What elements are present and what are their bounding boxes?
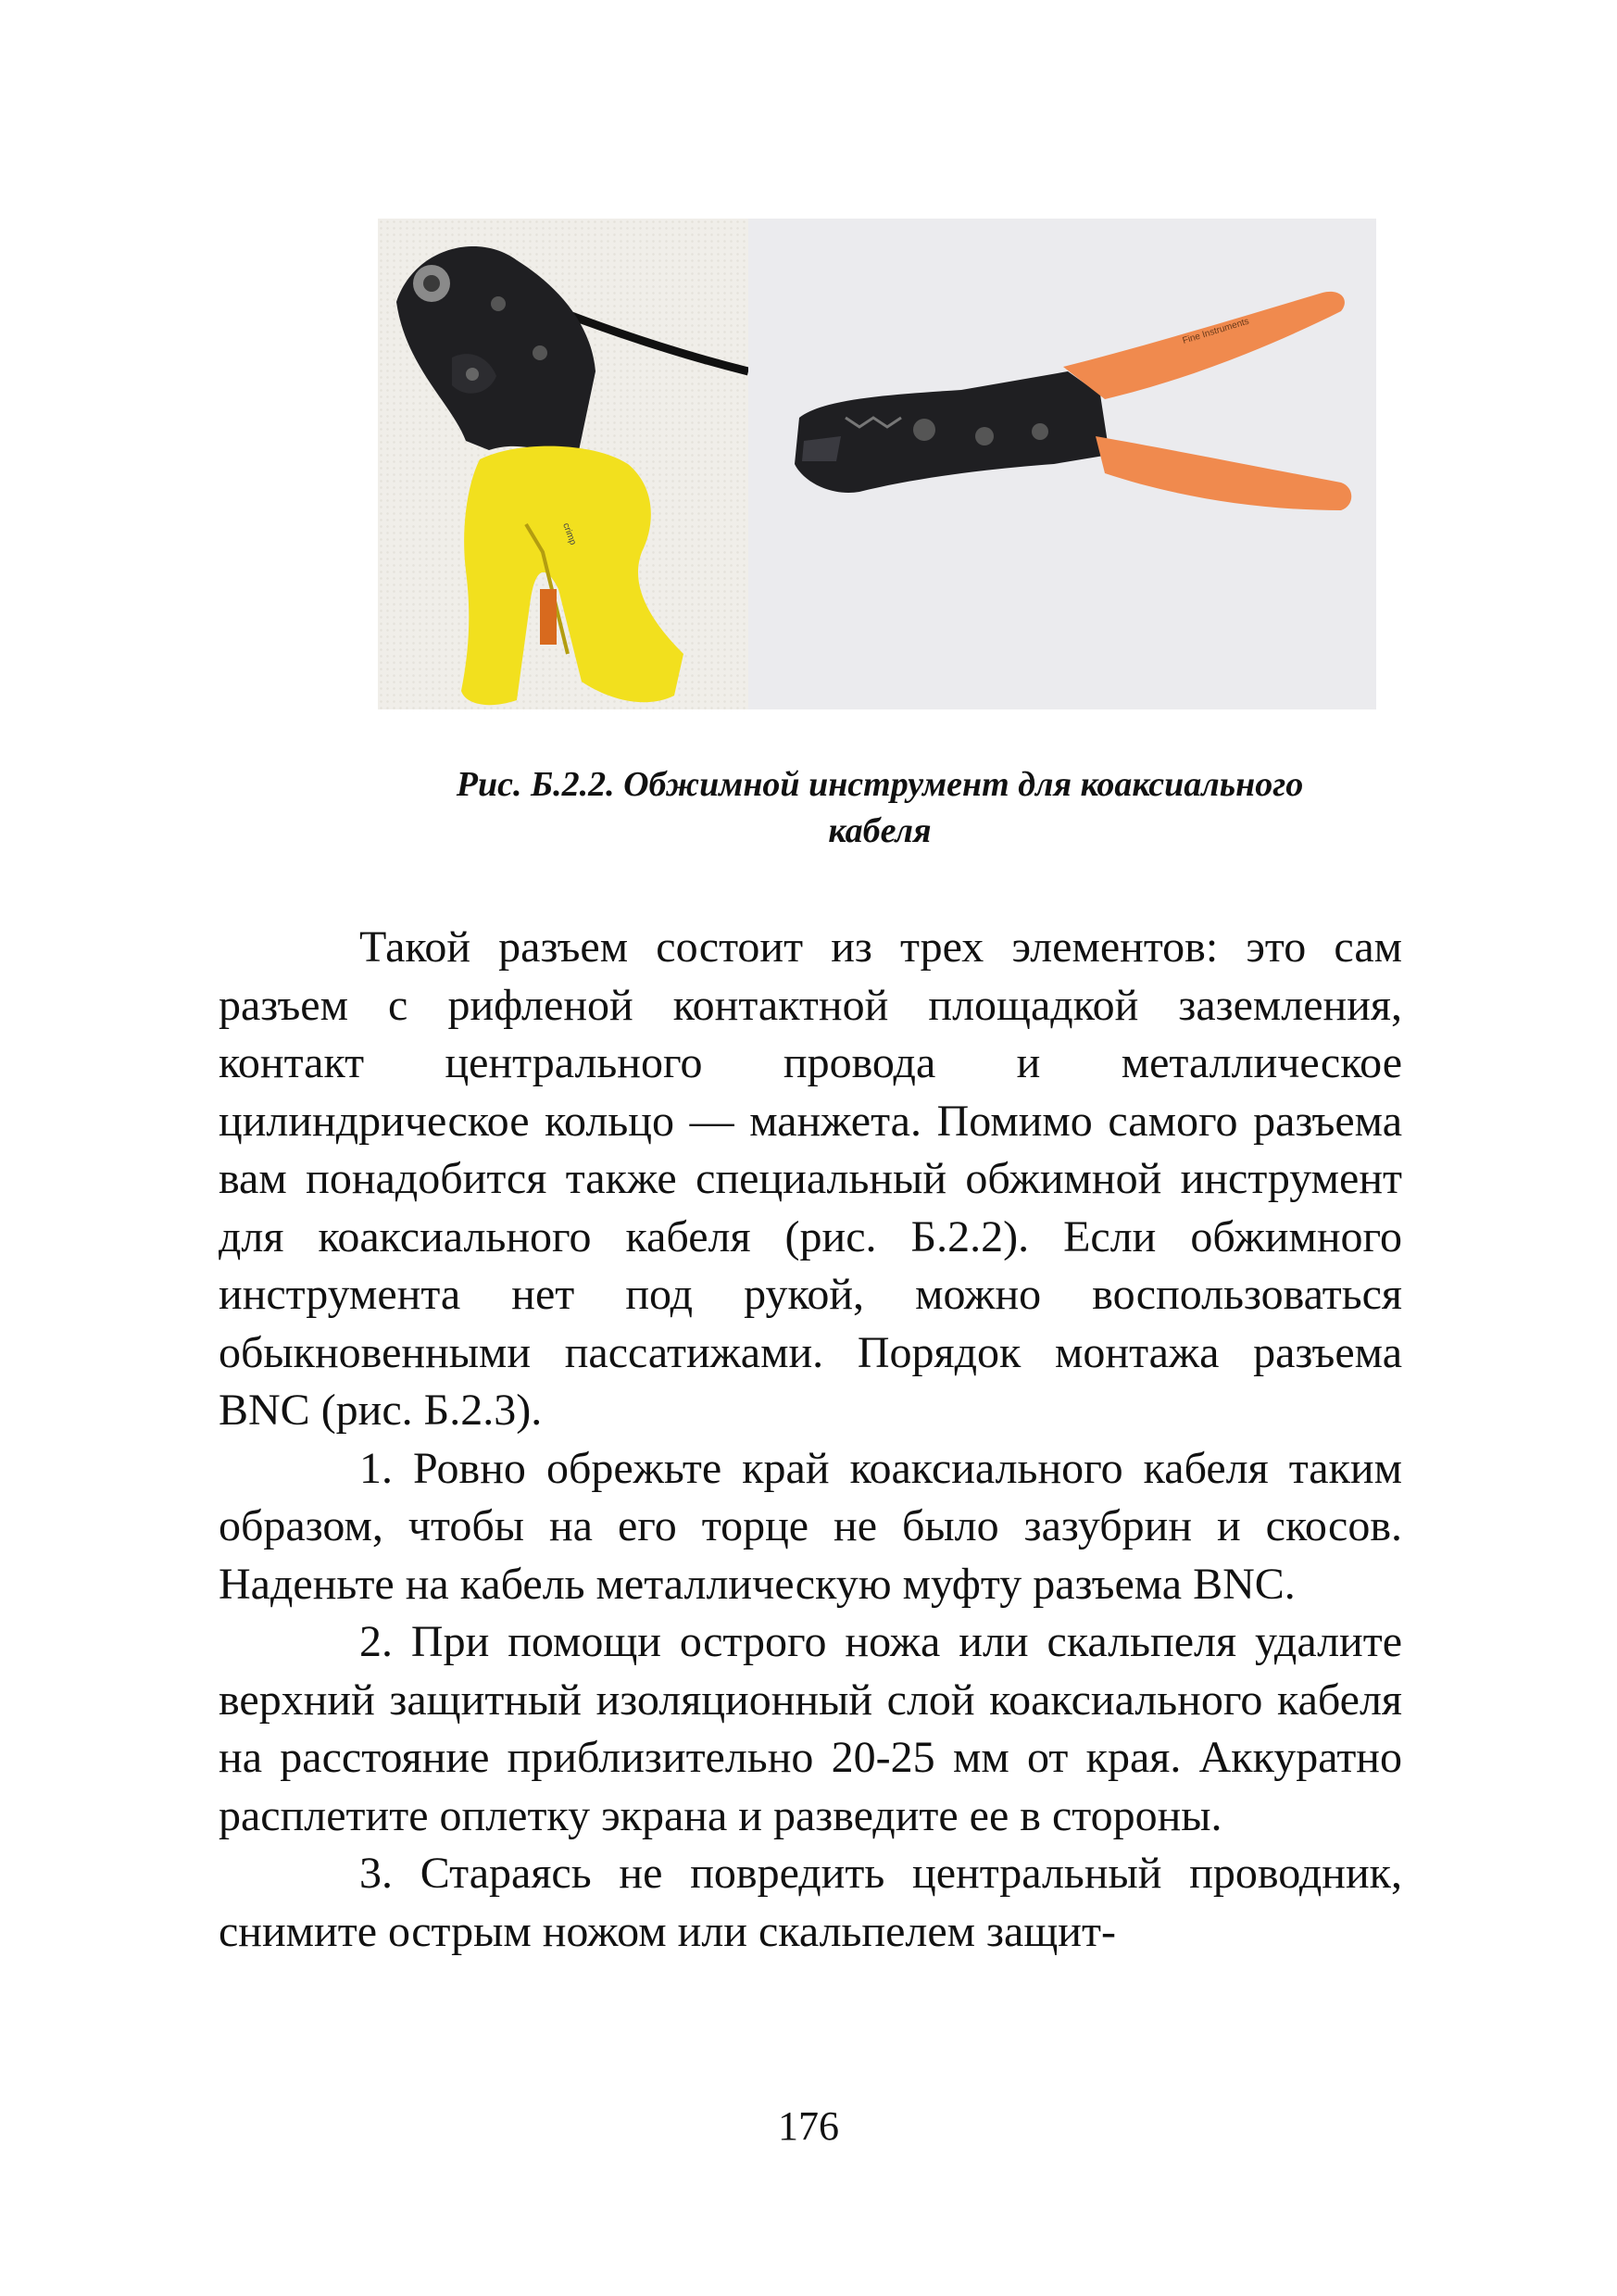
body-text xyxy=(219,919,1402,1961)
paragraph-intro: Такой разъем состоит из трех элементов: это сам разъем с рифленой контактной площадкой заземления, контакт центрального провода и металлическое цилиндрическое кольцо — манжета. Помимо самого разъема вам понадобится также специальный обжимной инструмент для коаксиального кабеля (рис. Б.2.2). Если обжимного инструмента нет под рукой, можно воспользоваться обыкновенными пассатижами. Порядок монтажа разъема BNC (рис. Б.2.3). xyxy=(219,922,1402,1435)
figure-crimp-tools xyxy=(378,219,1376,709)
svg-text:crimp: crimp xyxy=(560,521,578,547)
paragraph-step-3: 3. Стараясь не повредить центральный проводник, снимите острым ножом или скальпелем защит- xyxy=(219,1849,1402,1956)
page-number: 176 xyxy=(778,2103,839,2149)
yellow-crimp-tool-image xyxy=(378,219,748,709)
paragraph-step-1: 1. Ровно обрежьте край коаксиального кабеля таким образом, чтобы на его торце не было зазубрин и скосов. Наденьте на кабель металлическую муфту разъема BNC. xyxy=(219,1443,1402,1609)
figure-caption xyxy=(333,761,1426,854)
orange-crimp-tool-image xyxy=(748,219,1376,709)
svg-text:Fine Instruments: Fine Instruments xyxy=(1181,316,1251,346)
yellow-crimp-tool-photo xyxy=(378,219,748,709)
paragraph-step-2: 2. При помощи острого ножа или скальпеля удалите верхний защитный изоляционный слой коаксиального кабеля на расстояние приблизительно 20-25 мм от края. Аккуратно расплетите оплетку экрана и разведите ее в стороны. xyxy=(219,1617,1402,1840)
figure-caption-line-2: кабеля xyxy=(828,811,932,850)
orange-crimp-tool-photo xyxy=(748,219,1376,709)
figure-caption-line-1: Рис. Б.2.2. Обжимной инструмент для коаксиального xyxy=(456,765,1304,804)
